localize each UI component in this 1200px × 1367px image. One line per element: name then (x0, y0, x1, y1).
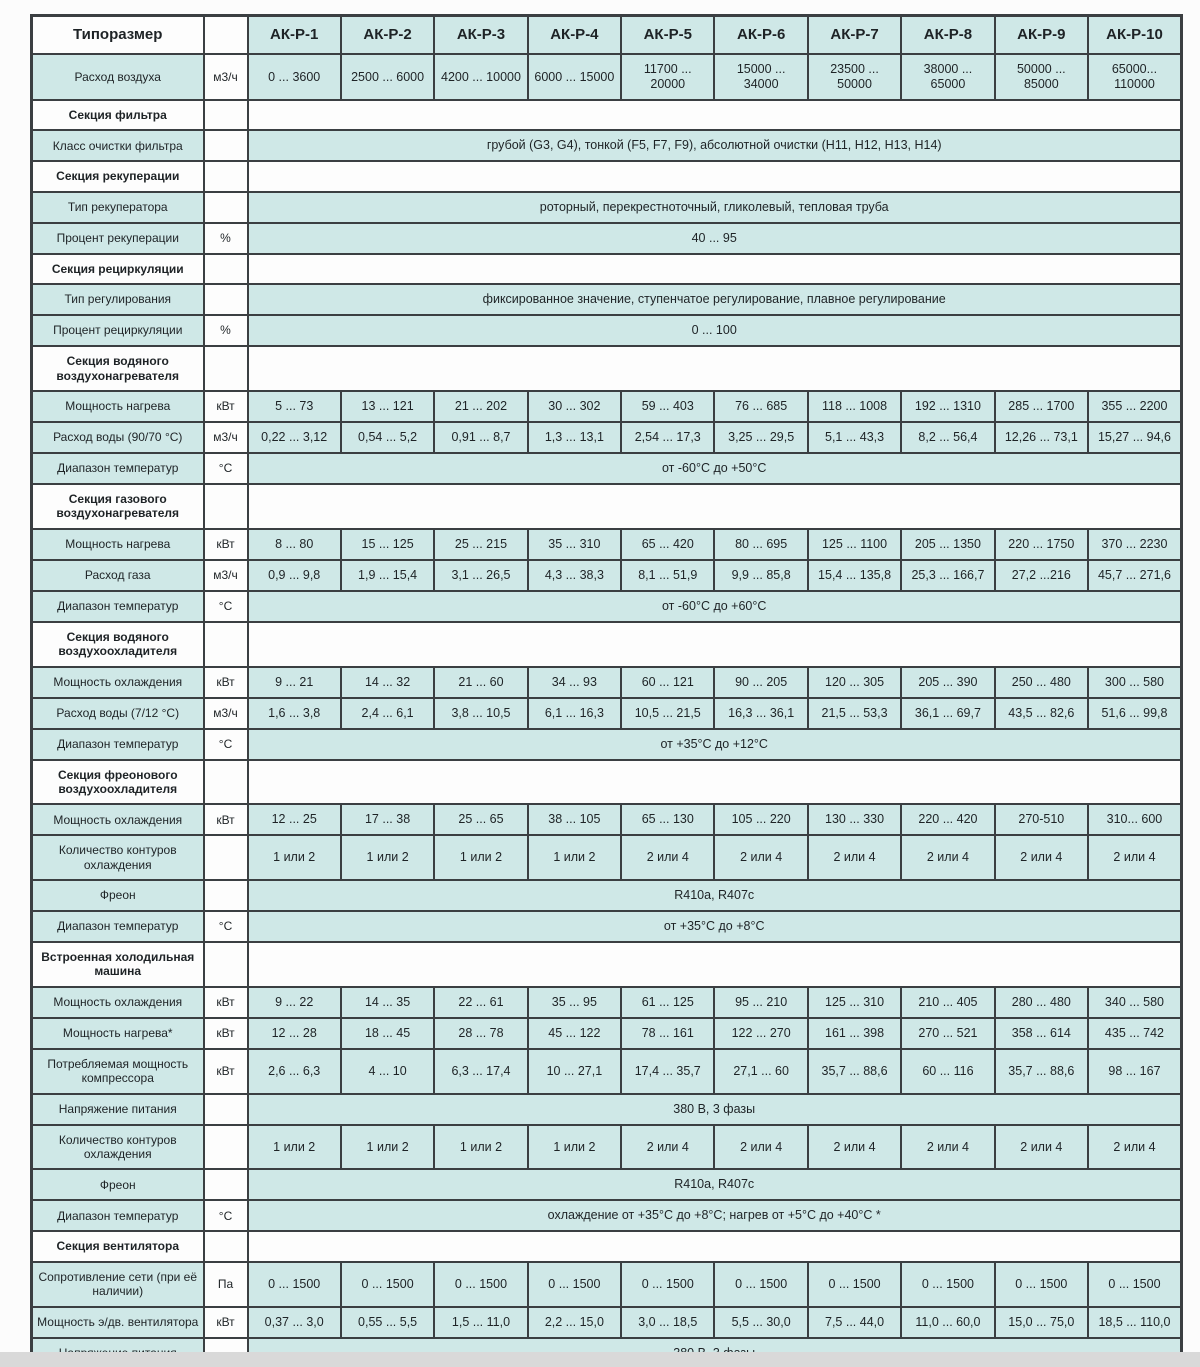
value-cell: 35 ... 95 (528, 987, 621, 1018)
value-cell: 25 ... 65 (434, 804, 527, 835)
data-row (32, 698, 1182, 729)
merged-value-cell: грубой (G3, G4), тонкой (F5, F7, F9), абсолютной очистки (H11, H12, H13, H14) (248, 130, 1182, 161)
row-label: Расход воды (90/70 °C) (32, 422, 204, 453)
row-label: Процент рекуперации (32, 223, 204, 254)
value-cell: 17 ... 38 (341, 804, 434, 835)
value-cell: 300 ... 580 (1088, 667, 1181, 698)
row-label: Фреон (32, 880, 204, 911)
section-row (32, 346, 1182, 391)
merged-value-cell: роторный, перекрестноточный, гликолевый, тепловая труба (248, 192, 1182, 223)
value-cell: 45 ... 122 (528, 1018, 621, 1049)
value-cell: 12,26 ... 73,1 (995, 422, 1088, 453)
value-cell: 118 ... 1008 (808, 391, 901, 422)
row-label: Количество контуров охлаждения (32, 1125, 204, 1170)
unit-cell: °C (204, 591, 248, 622)
value-cell: 51,6 ... 99,8 (1088, 698, 1181, 729)
merged-row (32, 223, 1182, 254)
data-row (32, 804, 1182, 835)
value-cell: 435 ... 742 (1088, 1018, 1181, 1049)
unit-cell (204, 1231, 248, 1261)
value-cell: 21 ... 60 (434, 667, 527, 698)
value-cell: 27,2 ...216 (995, 560, 1088, 591)
value-cell: 1 или 2 (434, 1125, 527, 1170)
value-cell: 15,0 ... 75,0 (995, 1307, 1088, 1338)
value-cell: 21 ... 202 (434, 391, 527, 422)
value-cell: 1,5 ... 11,0 (434, 1307, 527, 1338)
section-spacer (248, 760, 1182, 805)
data-row (32, 1125, 1182, 1170)
merged-value-cell: от +35°C до +12°C (248, 729, 1182, 760)
value-cell: 16,3 ... 36,1 (714, 698, 807, 729)
row-label: Диапазон температур (32, 911, 204, 942)
unit-cell (204, 880, 248, 911)
unit-cell (204, 284, 248, 315)
unit-cell (204, 1094, 248, 1125)
merged-row (32, 880, 1182, 911)
unit-cell: °C (204, 729, 248, 760)
value-cell: 270-510 (995, 804, 1088, 835)
value-cell: 7,5 ... 44,0 (808, 1307, 901, 1338)
section-row (32, 1231, 1182, 1261)
value-cell: 15000 ... 34000 (714, 54, 807, 100)
value-cell: 122 ... 270 (714, 1018, 807, 1049)
value-cell: 2 или 4 (1088, 835, 1181, 880)
merged-row (32, 729, 1182, 760)
value-cell: 0 ... 1500 (995, 1262, 1088, 1307)
value-cell: 76 ... 685 (714, 391, 807, 422)
value-cell: 10,5 ... 21,5 (621, 698, 714, 729)
value-cell: 0 ... 1500 (248, 1262, 341, 1307)
row-label: Напряжение питания (32, 1094, 204, 1125)
value-cell: 4,3 ... 38,3 (528, 560, 621, 591)
section-row (32, 622, 1182, 667)
section-label: Секция рециркуляции (32, 254, 204, 284)
value-cell: 80 ... 695 (714, 529, 807, 560)
unit-cell (204, 100, 248, 130)
section-label: Секция фреонового воздухоохладителя (32, 760, 204, 805)
value-cell: 12 ... 25 (248, 804, 341, 835)
value-cell: 1 или 2 (434, 835, 527, 880)
value-cell: 105 ... 220 (714, 804, 807, 835)
merged-row (32, 911, 1182, 942)
value-cell: 125 ... 310 (808, 987, 901, 1018)
unit-cell: кВт (204, 1307, 248, 1338)
section-row (32, 100, 1182, 130)
value-cell: 0 ... 1500 (434, 1262, 527, 1307)
value-cell: 0 ... 1500 (901, 1262, 994, 1307)
value-cell: 0 ... 1500 (528, 1262, 621, 1307)
value-cell: 210 ... 405 (901, 987, 994, 1018)
unit-cell (204, 835, 248, 880)
value-cell: 22 ... 61 (434, 987, 527, 1018)
value-cell: 2,4 ... 6,1 (341, 698, 434, 729)
value-cell: 2,6 ... 6,3 (248, 1049, 341, 1094)
unit-cell (204, 1125, 248, 1170)
value-cell: 13 ... 121 (341, 391, 434, 422)
value-cell: 61 ... 125 (621, 987, 714, 1018)
value-cell: 280 ... 480 (995, 987, 1088, 1018)
value-cell: 25,3 ... 166,7 (901, 560, 994, 591)
unit-cell (204, 130, 248, 161)
data-row (32, 835, 1182, 880)
value-cell: 220 ... 1750 (995, 529, 1088, 560)
value-cell: 60 ... 121 (621, 667, 714, 698)
value-cell: 11,0 ... 60,0 (901, 1307, 994, 1338)
value-cell: 2 или 4 (808, 1125, 901, 1170)
value-cell: 5,5 ... 30,0 (714, 1307, 807, 1338)
value-cell: 17,4 ... 35,7 (621, 1049, 714, 1094)
section-spacer (248, 346, 1182, 391)
value-cell: 0,54 ... 5,2 (341, 422, 434, 453)
value-cell: 1,9 ... 15,4 (341, 560, 434, 591)
value-cell: 36,1 ... 69,7 (901, 698, 994, 729)
value-cell: 1 или 2 (341, 835, 434, 880)
unit-cell: кВт (204, 667, 248, 698)
value-cell: 14 ... 35 (341, 987, 434, 1018)
value-cell: 0,22 ... 3,12 (248, 422, 341, 453)
unit-cell (204, 161, 248, 191)
value-cell: 65 ... 420 (621, 529, 714, 560)
value-cell: 65000... 110000 (1088, 54, 1181, 100)
data-row (32, 54, 1182, 100)
section-label: Секция водяного воздухоохладителя (32, 622, 204, 667)
unit-cell: м3/ч (204, 422, 248, 453)
merged-row (32, 1200, 1182, 1231)
row-label: Мощность охлаждения (32, 667, 204, 698)
value-cell: 1 или 2 (248, 835, 341, 880)
merged-value-cell: R410a, R407c (248, 1169, 1182, 1200)
value-cell: 2,54 ... 17,3 (621, 422, 714, 453)
data-row (32, 391, 1182, 422)
value-cell: 161 ... 398 (808, 1018, 901, 1049)
value-cell: 38000 ... 65000 (901, 54, 994, 100)
spec-table (30, 14, 1183, 1367)
row-label: Диапазон температур (32, 453, 204, 484)
value-cell: 27,1 ... 60 (714, 1049, 807, 1094)
value-cell: 2 или 4 (901, 1125, 994, 1170)
unit-cell (204, 1169, 248, 1200)
value-cell: 2 или 4 (995, 1125, 1088, 1170)
value-cell: 2 или 4 (621, 835, 714, 880)
value-cell: 98 ... 167 (1088, 1049, 1181, 1094)
unit-cell (204, 760, 248, 805)
value-cell: 250 ... 480 (995, 667, 1088, 698)
value-cell: 3,0 ... 18,5 (621, 1307, 714, 1338)
row-label: Количество контуров охлаждения (32, 835, 204, 880)
section-row (32, 760, 1182, 805)
value-cell: 50000 ... 85000 (995, 54, 1088, 100)
merged-row (32, 453, 1182, 484)
value-cell: 9,9 ... 85,8 (714, 560, 807, 591)
merged-row (32, 315, 1182, 346)
data-row (32, 1307, 1182, 1338)
data-row (32, 1049, 1182, 1094)
row-label: Диапазон температур (32, 1200, 204, 1231)
value-cell: 35,7 ... 88,6 (808, 1049, 901, 1094)
merged-row (32, 1169, 1182, 1200)
value-cell: 60 ... 116 (901, 1049, 994, 1094)
unit-cell: кВт (204, 1049, 248, 1094)
value-cell: 2 или 4 (1088, 1125, 1181, 1170)
merged-row (32, 591, 1182, 622)
value-cell: 2 или 4 (901, 835, 994, 880)
value-cell: 4 ... 10 (341, 1049, 434, 1094)
section-spacer (248, 1231, 1182, 1261)
section-spacer (248, 942, 1182, 987)
column-header: АК-Р-3 (434, 16, 527, 55)
data-row (32, 529, 1182, 560)
row-label: Мощность охлаждения (32, 987, 204, 1018)
section-spacer (248, 622, 1182, 667)
value-cell: 340 ... 580 (1088, 987, 1181, 1018)
value-cell: 45,7 ... 271,6 (1088, 560, 1181, 591)
data-row (32, 560, 1182, 591)
value-cell: 1,6 ... 3,8 (248, 698, 341, 729)
unit-cell: °C (204, 453, 248, 484)
merged-row (32, 284, 1182, 315)
unit-cell: % (204, 315, 248, 346)
unit-cell (204, 484, 248, 529)
unit-cell: % (204, 223, 248, 254)
unit-cell: °C (204, 911, 248, 942)
merged-value-cell: R410a, R407c (248, 880, 1182, 911)
spec-table-body (32, 16, 1182, 1367)
value-cell: 358 ... 614 (995, 1018, 1088, 1049)
value-cell: 0 ... 1500 (714, 1262, 807, 1307)
unit-cell (204, 346, 248, 391)
section-row (32, 484, 1182, 529)
value-cell: 1,3 ... 13,1 (528, 422, 621, 453)
value-cell: 9 ... 21 (248, 667, 341, 698)
unit-cell (204, 622, 248, 667)
data-row (32, 667, 1182, 698)
value-cell: 6,1 ... 16,3 (528, 698, 621, 729)
header-unit-cell (204, 16, 248, 55)
value-cell: 25 ... 215 (434, 529, 527, 560)
section-row (32, 942, 1182, 987)
value-cell: 2 или 4 (995, 835, 1088, 880)
value-cell: 0,55 ... 5,5 (341, 1307, 434, 1338)
value-cell: 30 ... 302 (528, 391, 621, 422)
unit-cell (204, 192, 248, 223)
value-cell: 205 ... 1350 (901, 529, 994, 560)
row-label: Тип рекуператора (32, 192, 204, 223)
merged-value-cell: 0 ... 100 (248, 315, 1182, 346)
value-cell: 0,37 ... 3,0 (248, 1307, 341, 1338)
value-cell: 120 ... 305 (808, 667, 901, 698)
value-cell: 285 ... 1700 (995, 391, 1088, 422)
data-row (32, 987, 1182, 1018)
value-cell: 8 ... 80 (248, 529, 341, 560)
value-cell: 15,4 ... 135,8 (808, 560, 901, 591)
value-cell: 35,7 ... 88,6 (995, 1049, 1088, 1094)
column-header: АК-Р-6 (714, 16, 807, 55)
unit-cell: кВт (204, 1018, 248, 1049)
value-cell: 0 ... 3600 (248, 54, 341, 100)
row-label: Диапазон температур (32, 591, 204, 622)
unit-cell: Па (204, 1262, 248, 1307)
value-cell: 12 ... 28 (248, 1018, 341, 1049)
value-cell: 0,91 ... 8,7 (434, 422, 527, 453)
merged-value-cell: от -60°C до +60°C (248, 591, 1182, 622)
row-label: Мощность нагрева (32, 391, 204, 422)
unit-cell: м3/ч (204, 560, 248, 591)
section-label: Секция водяного воздухонагревателя (32, 346, 204, 391)
value-cell: 65 ... 130 (621, 804, 714, 835)
row-label: Потребляемая мощность компрессора (32, 1049, 204, 1094)
section-row (32, 254, 1182, 284)
value-cell: 11700 ... 20000 (621, 54, 714, 100)
value-cell: 192 ... 1310 (901, 391, 994, 422)
value-cell: 3,1 ... 26,5 (434, 560, 527, 591)
value-cell: 28 ... 78 (434, 1018, 527, 1049)
unit-cell: кВт (204, 529, 248, 560)
row-label: Мощность охлаждения (32, 804, 204, 835)
value-cell: 2 или 4 (714, 1125, 807, 1170)
value-cell: 8,1 ... 51,9 (621, 560, 714, 591)
value-cell: 2,2 ... 15,0 (528, 1307, 621, 1338)
merged-row (32, 1094, 1182, 1125)
value-cell: 8,2 ... 56,4 (901, 422, 994, 453)
section-label: Секция газового воздухонагревателя (32, 484, 204, 529)
value-cell: 2 или 4 (714, 835, 807, 880)
value-cell: 2 или 4 (621, 1125, 714, 1170)
value-cell: 205 ... 390 (901, 667, 994, 698)
value-cell: 3,25 ... 29,5 (714, 422, 807, 453)
data-row (32, 1262, 1182, 1307)
row-label: Процент рециркуляции (32, 315, 204, 346)
value-cell: 18,5 ... 110,0 (1088, 1307, 1181, 1338)
header-row (32, 16, 1182, 55)
merged-value-cell: охлаждение от +35°C до +8°C; нагрев от +5°C до +40°C * (248, 1200, 1182, 1231)
value-cell: 34 ... 93 (528, 667, 621, 698)
row-label: Фреон (32, 1169, 204, 1200)
value-cell: 0 ... 1500 (808, 1262, 901, 1307)
unit-cell: кВт (204, 987, 248, 1018)
value-cell: 14 ... 32 (341, 667, 434, 698)
value-cell: 18 ... 45 (341, 1018, 434, 1049)
value-cell: 0,9 ... 9,8 (248, 560, 341, 591)
merged-row (32, 192, 1182, 223)
row-label: Расход воды (7/12 °C) (32, 698, 204, 729)
unit-cell: кВт (204, 391, 248, 422)
section-spacer (248, 254, 1182, 284)
row-label: Расход воздуха (32, 54, 204, 100)
value-cell: 5 ... 73 (248, 391, 341, 422)
section-spacer (248, 100, 1182, 130)
column-header: АК-Р-10 (1088, 16, 1181, 55)
section-label: Секция вентилятора (32, 1231, 204, 1261)
row-label: Расход газа (32, 560, 204, 591)
value-cell: 4200 ... 10000 (434, 54, 527, 100)
value-cell: 125 ... 1100 (808, 529, 901, 560)
merged-value-cell: фиксированное значение, ступенчатое регулирование, плавное регулирование (248, 284, 1182, 315)
unit-cell: кВт (204, 804, 248, 835)
merged-value-cell: от -60°C до +50°C (248, 453, 1182, 484)
data-row (32, 1018, 1182, 1049)
unit-cell: м3/ч (204, 54, 248, 100)
column-header: АК-Р-9 (995, 16, 1088, 55)
value-cell: 78 ... 161 (621, 1018, 714, 1049)
merged-value-cell: 380 В, 3 фазы (248, 1094, 1182, 1125)
value-cell: 38 ... 105 (528, 804, 621, 835)
value-cell: 23500 ... 50000 (808, 54, 901, 100)
column-header: АК-Р-2 (341, 16, 434, 55)
row-label: Мощность нагрева* (32, 1018, 204, 1049)
section-spacer (248, 484, 1182, 529)
value-cell: 355 ... 2200 (1088, 391, 1181, 422)
value-cell: 220 ... 420 (901, 804, 994, 835)
unit-cell: °C (204, 1200, 248, 1231)
value-cell: 15 ... 125 (341, 529, 434, 560)
unit-cell (204, 254, 248, 284)
value-cell: 6000 ... 15000 (528, 54, 621, 100)
value-cell: 0 ... 1500 (621, 1262, 714, 1307)
row-label: Класс очистки фильтра (32, 130, 204, 161)
value-cell: 1 или 2 (341, 1125, 434, 1170)
section-spacer (248, 161, 1182, 191)
data-row (32, 422, 1182, 453)
row-label: Мощность нагрева (32, 529, 204, 560)
value-cell: 5,1 ... 43,3 (808, 422, 901, 453)
column-header: АК-Р-7 (808, 16, 901, 55)
row-label: Мощность э/дв. вентилятора (32, 1307, 204, 1338)
value-cell: 1 или 2 (528, 1125, 621, 1170)
unit-cell: м3/ч (204, 698, 248, 729)
value-cell: 370 ... 2230 (1088, 529, 1181, 560)
column-header: АК-Р-5 (621, 16, 714, 55)
bottom-bar (0, 1352, 1200, 1367)
value-cell: 1 или 2 (528, 835, 621, 880)
value-cell: 10 ... 27,1 (528, 1049, 621, 1094)
value-cell: 0 ... 1500 (341, 1262, 434, 1307)
value-cell: 6,3 ... 17,4 (434, 1049, 527, 1094)
value-cell: 59 ... 403 (621, 391, 714, 422)
value-cell: 310... 600 (1088, 804, 1181, 835)
column-header: АК-Р-4 (528, 16, 621, 55)
section-label: Секция фильтра (32, 100, 204, 130)
value-cell: 43,5 ... 82,6 (995, 698, 1088, 729)
value-cell: 2500 ... 6000 (341, 54, 434, 100)
value-cell: 35 ... 310 (528, 529, 621, 560)
value-cell: 9 ... 22 (248, 987, 341, 1018)
value-cell: 270 ... 521 (901, 1018, 994, 1049)
value-cell: 2 или 4 (808, 835, 901, 880)
column-header: АК-Р-1 (248, 16, 341, 55)
value-cell: 3,8 ... 10,5 (434, 698, 527, 729)
column-header: АК-Р-8 (901, 16, 994, 55)
value-cell: 21,5 ... 53,3 (808, 698, 901, 729)
section-label: Встроенная холодильная машина (32, 942, 204, 987)
merged-value-cell: 40 ... 95 (248, 223, 1182, 254)
section-label: Секция рекуперации (32, 161, 204, 191)
value-cell: 130 ... 330 (808, 804, 901, 835)
unit-cell (204, 942, 248, 987)
row-label: Сопротивление сети (при её наличии) (32, 1262, 204, 1307)
value-cell: 90 ... 205 (714, 667, 807, 698)
merged-value-cell: от +35°C до +8°C (248, 911, 1182, 942)
value-cell: 0 ... 1500 (1088, 1262, 1181, 1307)
section-row (32, 161, 1182, 191)
header-label: Типоразмер (32, 16, 204, 55)
value-cell: 1 или 2 (248, 1125, 341, 1170)
row-label: Диапазон температур (32, 729, 204, 760)
value-cell: 95 ... 210 (714, 987, 807, 1018)
merged-row (32, 130, 1182, 161)
value-cell: 15,27 ... 94,6 (1088, 422, 1181, 453)
row-label: Тип регулирования (32, 284, 204, 315)
